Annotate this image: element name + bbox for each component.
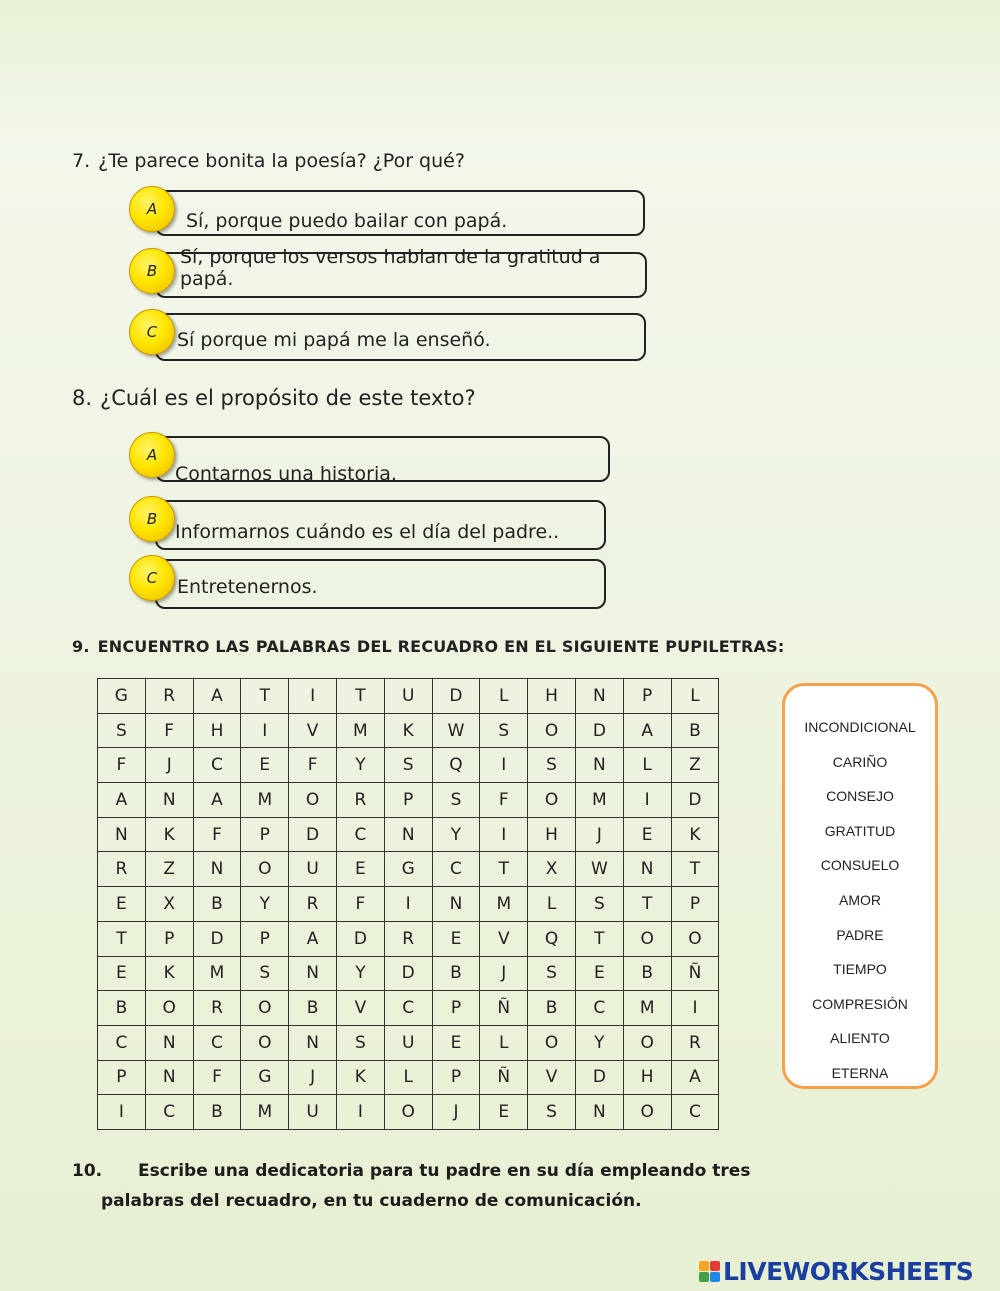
grid-cell[interactable]: X [145,887,193,922]
grid-cell[interactable]: E [98,956,146,991]
grid-cell[interactable]: U [289,852,337,887]
grid-cell[interactable]: S [528,1095,576,1130]
grid-cell[interactable]: C [432,852,480,887]
grid-cell[interactable]: D [671,783,719,818]
grid-cell[interactable]: T [623,887,671,922]
grid-row [98,921,719,956]
grid-cell[interactable]: A [289,921,337,956]
word-list-box [782,683,938,1089]
grid-cell[interactable]: C [671,1095,719,1130]
grid-cell[interactable]: I [98,1095,146,1130]
grid-cell[interactable]: V [528,1060,576,1095]
grid-cell[interactable]: K [336,1060,384,1095]
grid-cell[interactable]: P [432,1060,480,1095]
grid-cell[interactable]: F [145,713,193,748]
grid-cell[interactable]: N [289,956,337,991]
grid-cell[interactable]: E [575,956,623,991]
grid-cell[interactable]: B [193,887,241,922]
grid-cell[interactable]: T [336,679,384,714]
grid-cell[interactable]: Ñ [480,1060,528,1095]
grid-cell[interactable]: B [432,956,480,991]
grid-cell[interactable]: D [384,956,432,991]
grid-row [98,852,719,887]
grid-cell[interactable]: F [289,748,337,783]
grid-cell[interactable]: A [623,713,671,748]
word-list-item: TIEMPO [833,961,887,978]
grid-cell[interactable]: N [432,887,480,922]
grid-cell[interactable]: T [98,921,146,956]
logo-text: LIVEWORKSHEETS [723,1256,974,1286]
option-text: Contarnos una historia. [175,463,397,485]
grid-cell[interactable]: Q [528,921,576,956]
grid-cell[interactable]: I [671,991,719,1026]
grid-row [98,783,719,818]
grid-cell[interactable]: C [575,991,623,1026]
word-list-item: PADRE [836,926,884,943]
option-text: Sí porque mi papá me la enseñó. [177,329,491,351]
grid-cell[interactable]: Z [145,852,193,887]
grid-row [98,713,719,748]
grid-cell[interactable]: P [145,921,193,956]
grid-cell[interactable]: O [623,921,671,956]
grid-cell[interactable]: J [289,1060,337,1095]
word-list-item: AMOR [839,892,881,908]
grid-cell[interactable]: W [432,713,480,748]
grid-cell[interactable]: Y [336,748,384,783]
grid-cell[interactable]: P [671,887,719,922]
grid-cell[interactable]: V [336,991,384,1026]
grid-cell[interactable]: M [336,713,384,748]
grid-cell[interactable]: P [241,921,289,956]
grid-cell[interactable]: O [528,783,576,818]
grid-cell[interactable]: M [241,783,289,818]
header-band [0,0,1000,135]
question-10-line-2: palabras del recuadro, en tu cuaderno de comunicación. [101,1191,642,1211]
grid-cell[interactable]: G [241,1060,289,1095]
question-7-text: ¿Te parece bonita la poesía? ¿Por qué? [98,150,465,172]
grid-cell[interactable]: S [384,748,432,783]
option-text: Sí, porque los versos hablan de la gratitud a papá. [180,246,601,290]
grid-cell[interactable]: S [336,1025,384,1060]
grid-cell[interactable]: M [575,783,623,818]
grid-cell[interactable]: P [241,817,289,852]
grid-cell[interactable]: N [384,817,432,852]
grid-cell[interactable]: T [480,852,528,887]
option-badge-c: C [129,309,175,355]
grid-cell[interactable]: E [98,887,146,922]
grid-cell[interactable]: P [623,679,671,714]
grid-cell[interactable]: N [289,1025,337,1060]
q7-option-c[interactable] [146,313,646,361]
grid-cell[interactable]: V [289,713,337,748]
grid-cell[interactable]: O [528,713,576,748]
liveworksheets-logo[interactable] [699,1255,973,1287]
grid-cell[interactable]: O [241,991,289,1026]
option-badge-c: C [129,555,175,601]
grid-cell[interactable]: I [384,887,432,922]
grid-cell[interactable]: E [432,921,480,956]
grid-cell[interactable]: F [336,887,384,922]
word-list-item: CONSUELO [820,857,900,874]
grid-row [98,679,719,714]
grid-cell[interactable]: G [384,852,432,887]
q7-option-a[interactable] [146,190,645,236]
grid-cell[interactable]: F [480,783,528,818]
grid-cell[interactable]: D [575,1060,623,1095]
grid-cell[interactable]: O [145,991,193,1026]
grid-cell[interactable]: Y [575,1025,623,1060]
question-10-line-1: Escribe una dedicatoria para tu padre en su día empleando tres [138,1161,751,1181]
grid-cell[interactable]: J [432,1095,480,1130]
grid-cell[interactable]: O [384,1095,432,1130]
grid-row [98,991,719,1026]
grid-cell[interactable]: B [528,991,576,1026]
grid-cell[interactable]: L [671,679,719,714]
option-badge-b: B [129,496,175,542]
grid-cell[interactable]: S [480,713,528,748]
question-10 [72,1156,750,1216]
grid-cell[interactable]: Y [432,817,480,852]
grid-cell[interactable]: J [575,817,623,852]
grid-cell[interactable]: K [145,956,193,991]
word-list-item: CONSEJO [826,788,894,805]
grid-cell[interactable]: T [241,679,289,714]
grid-cell[interactable]: E [623,817,671,852]
option-badge-a: A [129,432,175,478]
logo-mark-icon [699,1261,720,1282]
grid-cell[interactable]: L [480,1025,528,1060]
grid-cell[interactable]: Ñ [480,991,528,1026]
grid-cell[interactable]: U [289,1095,337,1130]
grid-cell[interactable]: E [241,748,289,783]
question-9-title [72,637,784,656]
grid-row [98,748,719,783]
grid-cell[interactable]: E [336,852,384,887]
grid-cell[interactable]: F [193,1060,241,1095]
grid-cell[interactable]: D [193,921,241,956]
grid-cell[interactable]: C [384,991,432,1026]
grid-cell[interactable]: P [384,783,432,818]
grid-cell[interactable]: C [193,1025,241,1060]
grid-cell[interactable]: T [671,852,719,887]
grid-cell[interactable]: Z [671,748,719,783]
logo-square-icon [699,1272,709,1282]
grid-cell[interactable]: R [384,921,432,956]
option-text: Informarnos cuándo es el día del padre.. [175,521,560,543]
option-text: Entretenernos. [177,576,318,598]
grid-row [98,1025,719,1060]
grid-cell[interactable]: B [193,1095,241,1130]
word-list-item: GRATITUD [824,822,896,839]
grid-cell[interactable]: G [98,679,146,714]
grid-cell[interactable]: N [193,852,241,887]
grid-cell[interactable]: H [528,817,576,852]
grid-row [98,956,719,991]
grid-cell[interactable]: V [480,921,528,956]
grid-cell[interactable]: I [336,1095,384,1130]
grid-cell[interactable]: B [623,956,671,991]
grid-cell[interactable]: N [575,679,623,714]
grid-cell[interactable]: B [671,713,719,748]
word-list-item: ALIENTO [830,1030,890,1047]
grid-cell[interactable]: A [193,783,241,818]
grid-cell[interactable]: I [289,679,337,714]
grid-cell[interactable]: R [98,852,146,887]
grid-row [98,1060,719,1095]
grid-cell[interactable]: S [241,956,289,991]
grid-cell[interactable]: I [480,817,528,852]
grid-cell[interactable]: S [432,783,480,818]
grid-cell[interactable]: C [336,817,384,852]
logo-square-icon [710,1272,720,1282]
grid-cell[interactable]: B [98,991,146,1026]
grid-row [98,817,719,852]
word-list-item: INCONDICIONAL [804,719,916,735]
grid-cell[interactable]: M [193,956,241,991]
option-badge-a: A [129,186,175,232]
grid-cell[interactable]: S [575,887,623,922]
grid-cell[interactable]: I [480,748,528,783]
grid-cell[interactable]: A [193,679,241,714]
grid-cell[interactable]: O [241,1025,289,1060]
word-list-item: COMPRESIÓN [812,995,908,1012]
grid-cell[interactable]: O [623,1095,671,1130]
q7-option-b[interactable] [146,246,647,298]
option-text: Sí, porque puedo bailar con papá. [186,210,508,232]
grid-cell[interactable]: I [623,783,671,818]
grid-cell[interactable]: E [432,1025,480,1060]
grid-cell[interactable]: A [671,1060,719,1095]
grid-cell[interactable]: W [575,852,623,887]
grid-cell[interactable]: D [575,713,623,748]
grid-cell[interactable]: E [480,1095,528,1130]
q8-option-c[interactable] [146,559,606,609]
grid-cell[interactable]: L [384,1060,432,1095]
grid-cell[interactable]: H [528,679,576,714]
grid-cell[interactable]: S [98,713,146,748]
grid-cell[interactable]: L [480,679,528,714]
grid-cell[interactable]: L [528,887,576,922]
grid-cell[interactable]: D [432,679,480,714]
word-list-item: ETERNA [831,1065,889,1081]
grid-cell[interactable]: U [384,679,432,714]
grid-cell[interactable]: A [98,783,146,818]
grid-cell[interactable]: N [145,783,193,818]
question-8-text: ¿Cuál es el propósito de este texto? [100,386,476,410]
grid-cell[interactable]: D [289,817,337,852]
grid-cell[interactable]: J [480,956,528,991]
grid-cell[interactable]: P [98,1060,146,1095]
grid-cell[interactable]: N [623,852,671,887]
grid-cell[interactable]: R [145,679,193,714]
question-7-title [72,150,465,172]
grid-cell[interactable]: H [623,1060,671,1095]
grid-cell[interactable]: B [289,991,337,1026]
grid-cell[interactable]: K [145,817,193,852]
grid-cell[interactable]: N [575,748,623,783]
grid-cell[interactable]: F [193,817,241,852]
grid-cell[interactable]: S [528,956,576,991]
grid-cell[interactable]: M [241,1095,289,1130]
question-7-number: 7. [72,150,91,172]
grid-cell[interactable]: Q [432,748,480,783]
word-search-grid [97,678,719,1130]
grid-cell[interactable]: S [528,748,576,783]
grid-cell[interactable]: O [289,783,337,818]
grid-cell[interactable]: O [623,1025,671,1060]
grid-cell[interactable]: C [145,1095,193,1130]
grid-cell[interactable]: N [575,1095,623,1130]
grid-cell[interactable]: X [528,852,576,887]
option-badge-b: B [129,248,175,294]
grid-cell[interactable]: K [671,817,719,852]
question-8-number: 8. [72,386,93,410]
grid-cell[interactable]: O [671,921,719,956]
grid-cell[interactable]: H [193,713,241,748]
question-9-text: ENCUENTRO LAS PALABRAS DEL RECUADRO EN EL SIGUIENTE PUPILETRAS: [97,637,785,656]
grid-cell[interactable]: M [623,991,671,1026]
word-list-item: CARIÑO [832,753,888,770]
q8-option-a[interactable] [146,436,610,485]
grid-cell[interactable]: L [623,748,671,783]
q8-option-b[interactable] [146,500,606,550]
grid-cell[interactable]: N [145,1025,193,1060]
grid-cell[interactable]: Y [241,887,289,922]
grid-cell[interactable]: N [98,817,146,852]
question-9-number: 9. [72,637,90,656]
grid-cell[interactable]: R [289,887,337,922]
grid-cell[interactable]: R [193,991,241,1026]
grid-cell[interactable]: D [336,921,384,956]
grid-cell[interactable]: O [528,1025,576,1060]
grid-cell[interactable]: C [193,748,241,783]
grid-cell[interactable]: Y [336,956,384,991]
grid-cell[interactable]: Ñ [671,956,719,991]
grid-cell[interactable]: I [241,713,289,748]
grid-row [98,1095,719,1130]
logo-square-icon [699,1261,709,1271]
grid-row [98,887,719,922]
grid-cell[interactable]: C [98,1025,146,1060]
grid-cell[interactable]: K [384,713,432,748]
question-8-title [72,386,476,410]
grid-cell[interactable]: J [145,748,193,783]
grid-cell[interactable]: T [575,921,623,956]
grid-cell[interactable]: U [384,1025,432,1060]
grid-cell[interactable]: R [336,783,384,818]
question-10-number: 10. [72,1161,103,1181]
grid-cell[interactable]: O [241,852,289,887]
grid-cell[interactable]: R [671,1025,719,1060]
grid-cell[interactable]: M [480,887,528,922]
grid-cell[interactable]: N [145,1060,193,1095]
logo-square-icon [710,1261,720,1271]
grid-cell[interactable]: F [98,748,146,783]
grid-cell[interactable]: P [432,991,480,1026]
